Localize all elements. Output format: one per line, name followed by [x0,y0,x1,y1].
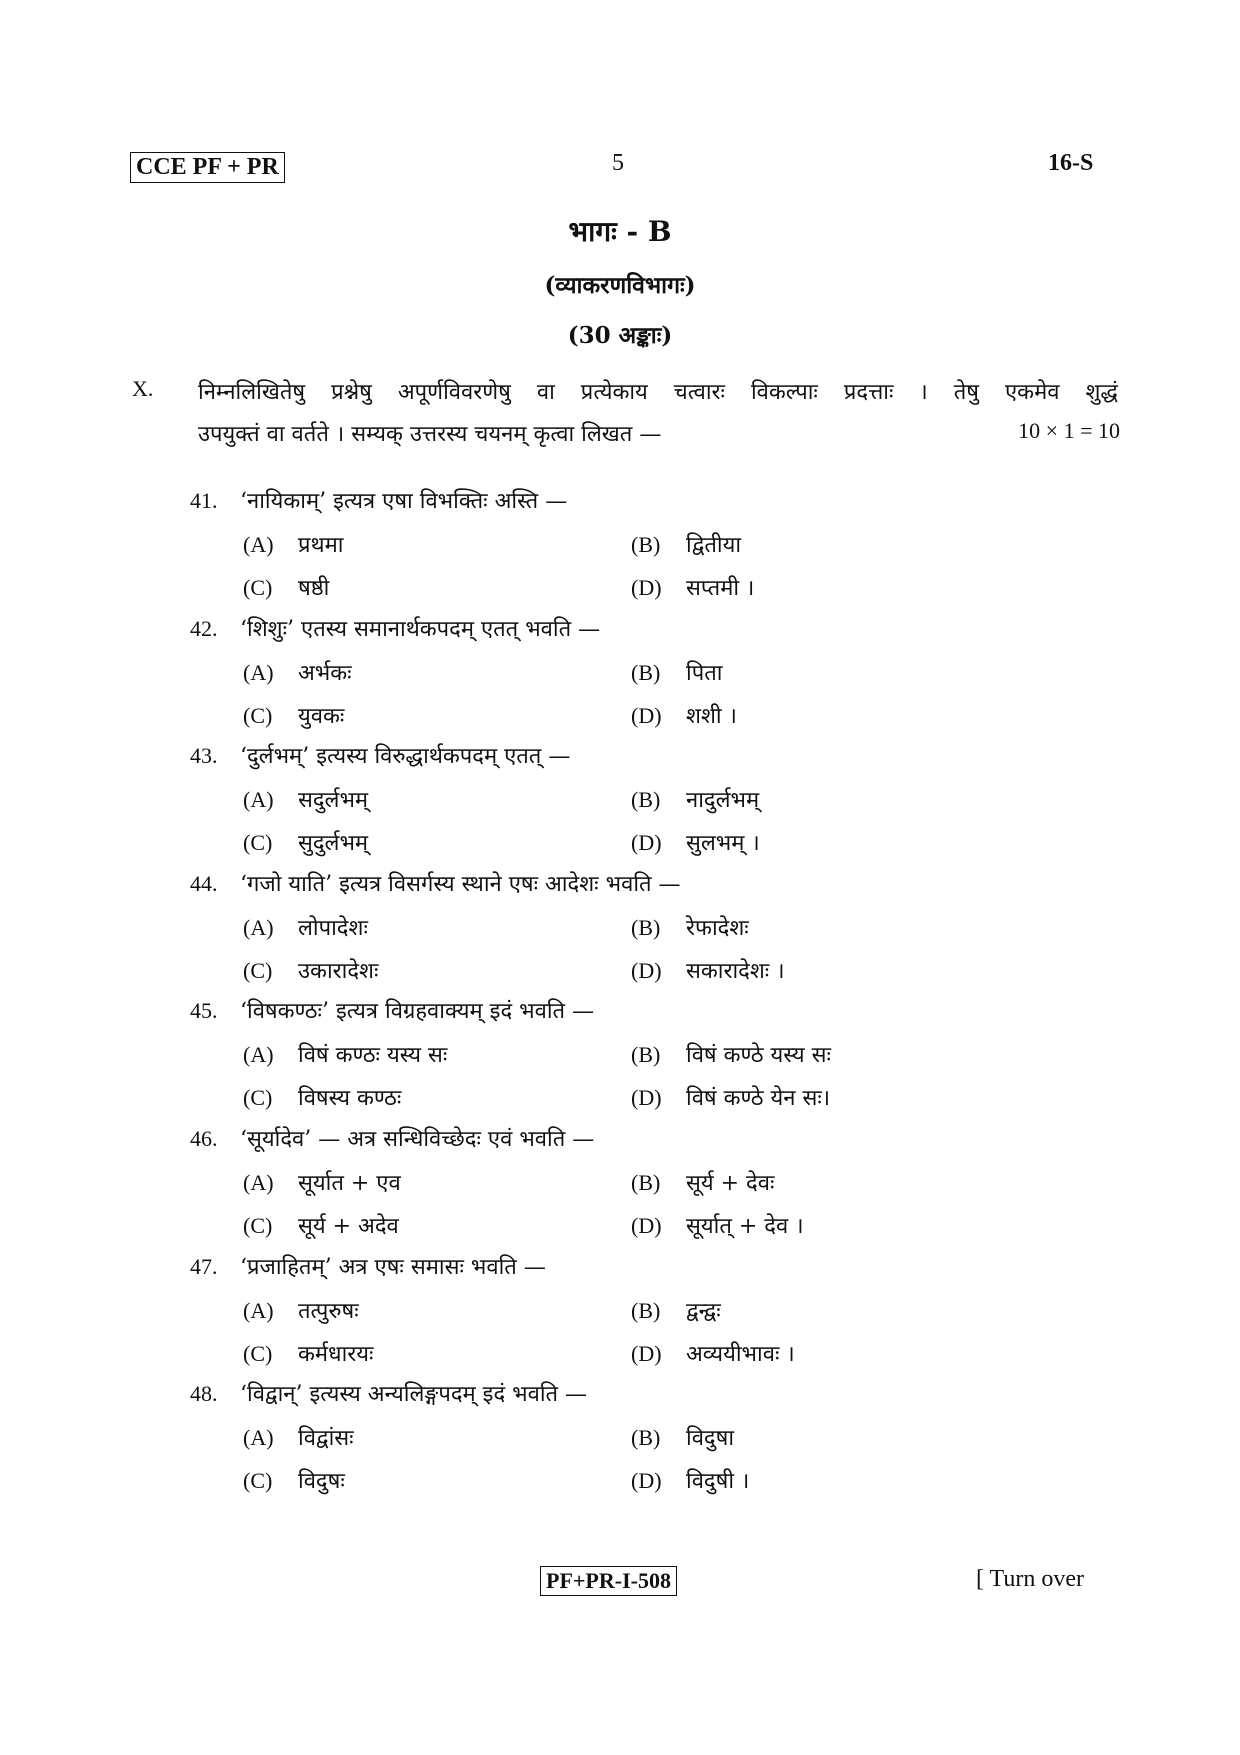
option-text: षष्ठी [298,576,330,601]
option-text: विदुषी । [686,1469,750,1495]
option-text: सूर्यात + एव [298,1171,401,1196]
answer-option [631,827,760,857]
option-label: (C) [243,957,273,983]
paper-code-right: 16-S [1048,150,1094,176]
question-text: ‘विद्वान्’ इत्यस्य अन्यलिङ्गपदम् इदं भवति — [240,1382,588,1408]
question-text: ‘नायिकाम्’ इत्यत्र एषा विभक्तिः अस्ति — [240,489,568,514]
option-text: अर्भकः [298,660,352,686]
answer-option [631,1082,830,1112]
paper-code-left: CCE PF + PR [130,152,285,183]
part-title: भागः - B [568,215,672,248]
question [190,868,681,898]
option-text: सूर्य + अदेव [298,1214,399,1239]
answer-option [631,784,759,814]
option-label: (A) [243,1170,274,1195]
option-label: (D) [631,1468,662,1494]
option-label: (C) [243,702,273,728]
answer-option [631,1338,795,1368]
option-text: अव्ययीभावः । [686,1341,795,1367]
answer-option [243,529,343,559]
answer-option [243,657,352,687]
option-text: द्वन्द्वः [686,1298,721,1324]
turn-over-label: [ Turn over [976,1566,1085,1592]
instruction-label: X. [132,376,154,401]
section-title: (व्याकरणविभागः) [544,272,696,299]
option-label: (A) [243,659,274,685]
answer-option [243,572,329,602]
answer-option [243,1167,401,1197]
question-text: ‘विषकण्ठः’ इत्यत्र विग्रहवाक्यम् इदं भवति — [240,999,595,1025]
option-label: (C) [243,1213,273,1238]
answer-option [631,572,754,602]
question-text: ‘प्रजाहितम्’ अत्र एषः समासः भवति — [240,1254,546,1280]
answer-option [243,1082,401,1112]
option-label: (B) [631,1297,661,1323]
answer-option [631,912,749,942]
option-text: सकारादेशः । [686,958,785,984]
option-text: उकारादेशः [298,958,379,984]
answer-option [631,1210,804,1240]
answer-option [243,1210,399,1240]
marks-title: (30 अङ्काः) [567,322,673,349]
footer-code: PF+PR-I-508 [540,1566,677,1596]
instruction-line-1: निम्नलिखितेषु प्रश्नेषु अपूर्णविवरणेषु वा प्रत्येकाय चत्वारः विकल्पाः प्रदत्ताः । तेषु एकमेव शुद्धं [198,380,1118,405]
option-label: (C) [243,1340,273,1366]
option-label: (C) [243,830,273,856]
option-text: लोपादेशः [298,915,368,941]
option-text: सूर्यात् + देव । [686,1214,804,1239]
question [190,613,600,643]
question [190,485,567,515]
question-number: 43. [190,743,218,769]
option-text: द्वितीया [686,533,742,558]
option-text: शशी । [686,703,737,729]
question-number: 41. [190,488,218,513]
question-text: ‘दुर्लभम्’ इत्यस्य विरुद्धार्थकपदम् एतत् — [240,744,571,770]
option-text: युवकः [298,703,345,729]
option-text: तत्पुरुषः [298,1298,359,1324]
option-label: (C) [243,575,273,600]
question-number: 42. [190,615,218,641]
question [190,995,594,1025]
option-label: (A) [243,914,274,940]
option-text: सूर्य + देवः [686,1171,775,1196]
option-label: (B) [631,1425,661,1451]
answer-option [243,1338,373,1368]
answer-option [631,1295,721,1325]
option-label: (B) [631,659,661,685]
option-text: विद्वांसः [298,1426,354,1452]
question-number: 46. [190,1126,218,1151]
instruction-line-2: उपयुक्तं वा वर्तते । सम्यक् उत्तरस्य चयनम् कृत्वा लिखत — [198,422,662,447]
option-text: नादुर्लभम् [686,788,760,814]
option-label: (D) [631,957,662,983]
answer-option [631,700,737,730]
option-label: (A) [243,1297,274,1323]
answer-option [243,784,368,814]
option-label: (D) [631,1213,662,1238]
answer-option [243,1295,359,1325]
question-text: ‘सूर्यादेव’ — अत्र सन्धिविच्छेदः एवं भवति — [240,1127,595,1152]
option-label: (B) [631,787,661,813]
answer-option [243,700,344,730]
option-label: (D) [631,830,662,856]
option-text: सप्तमी । [686,576,755,601]
question-number: 45. [190,998,218,1024]
option-label: (C) [243,1468,273,1494]
question [190,740,570,770]
option-text: विषस्य कण्ठः [298,1086,402,1112]
option-label: (C) [243,1085,273,1111]
answer-option [631,657,722,687]
option-label: (D) [631,702,662,728]
page-number: 5 [612,150,624,176]
option-text: कर्मधारयः [298,1341,374,1367]
answer-option [243,1422,354,1452]
question-number: 47. [190,1253,218,1279]
question-text: ‘शिशुः’ एतस्य समानार्थकपदम् एतत् भवति — [240,616,601,642]
option-text: सदुर्लभम् [298,788,369,814]
option-text: रेफादेशः [686,915,749,941]
answer-option [243,955,378,985]
question-text: ‘गजो याति’ इत्यत्र विसर्गस्य स्थाने एषः आदेशः भवति — [240,871,681,897]
option-text: प्रथमा [298,533,344,558]
option-text: विषं कण्ठः यस्य सः [298,1043,448,1069]
option-label: (B) [631,1170,661,1195]
option-text: विदुषा [686,1426,735,1452]
option-label: (B) [631,532,661,557]
option-text: विषं कण्ठे येन सः। [686,1086,831,1112]
instruction-marks: 10 × 1 = 10 [1018,418,1120,443]
option-text: पिता [686,660,723,686]
option-label: (B) [631,1042,661,1068]
answer-option [631,1465,749,1495]
answer-option [631,1039,831,1069]
question [190,1123,594,1153]
option-label: (A) [243,1425,274,1451]
option-text: सुदुर्लभम् [298,831,369,857]
option-label: (B) [631,914,661,940]
option-label: (A) [243,787,274,813]
option-text: विदुषः [298,1469,345,1495]
answer-option [243,827,368,857]
option-label: (A) [243,1042,274,1068]
question [190,1251,546,1281]
question [190,1378,587,1408]
question-number: 48. [190,1381,218,1407]
answer-option [631,955,785,985]
option-text: सुलभम् । [686,831,760,857]
answer-option [631,1422,734,1452]
option-label: (D) [631,575,662,600]
answer-option [243,912,368,942]
option-label: (D) [631,1085,662,1111]
answer-option [631,529,741,559]
option-label: (A) [243,532,274,557]
question-number: 44. [190,870,218,896]
answer-option [631,1167,774,1197]
option-label: (D) [631,1340,662,1366]
answer-option [243,1465,345,1495]
answer-option [243,1039,447,1069]
option-text: विषं कण्ठे यस्य सः [686,1043,831,1069]
